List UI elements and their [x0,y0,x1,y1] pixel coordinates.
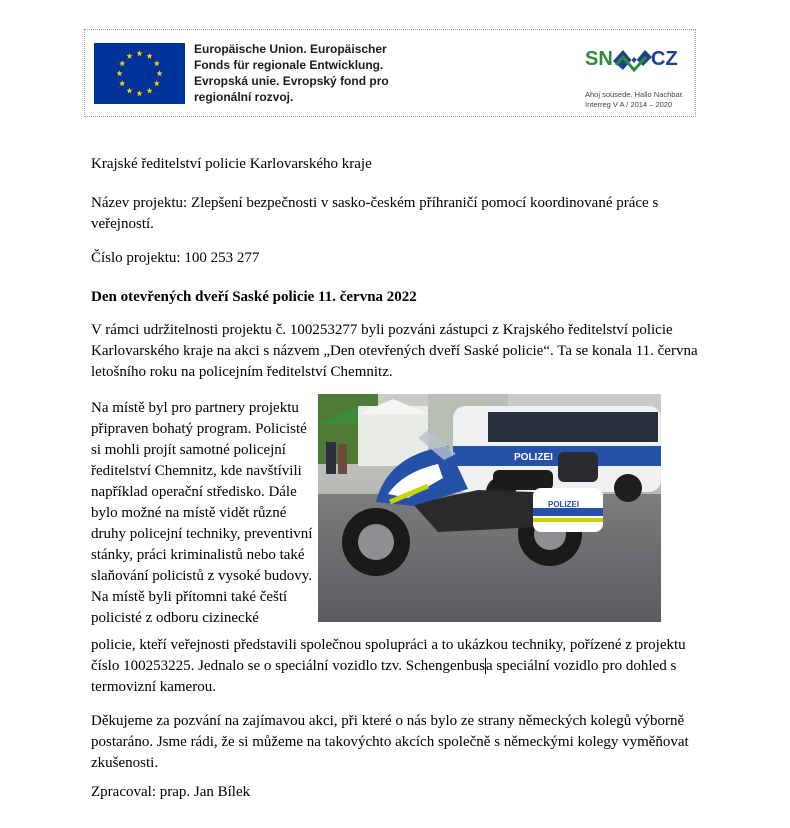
body-paragraph-wide [91,635,701,698]
body-text-after-cursor: a speciální vozidlo pro dohled s termovizní kamerou. [91,658,677,695]
logo-sn: SN [585,48,613,70]
event-title: Den otevřených dveří Saské policie 11. června 2022 [91,289,417,305]
sn-cz-logo-mark [583,39,683,83]
bike-polizei-label: POLIZEI [548,500,580,509]
organization-line: Krajské ředitelství policie Karlovarského kraje [91,156,372,172]
logo-tagline: Ahoj sousede. Hallo Nachbar. [585,90,684,99]
project-number: Číslo projektu: 100 253 277 [91,250,260,266]
interreg-sn-cz-logo [583,39,693,111]
body-text-before-cursor: policie, kteří veřejnosti představili společnou spolupráci a to ukázkou techniky, pořízené z projektu číslo 100253225. Jednalo se o speciální vozidlo tzv. Schengenbus [91,637,686,674]
header-logos [84,29,696,117]
intro-paragraph: V rámci udržitelnosti projektu č. 100253277 byli pozváni zástupci z Krajského ředitelství policie Karlovarského kraje na akci s názvem „Den otevřených dveří Saské policie“. Ta se konala 11. června letošního roku na policejním ředitelství Chemnitz. [91,322,698,380]
project-name: Název projektu: Zlepšení bezpečnosti v sasko-českém příhraničí pomocí koordinované práce s veřejností. [91,195,659,232]
eu-fund-text: Europäische Union. Europäischer Fonds für regionale Entwicklung. Evropská unie. Evropský fond pro regionální rozvoj. [194,42,389,104]
van-polizei-label: POLIZEI [514,452,553,463]
eu-flag-icon [94,43,185,104]
author-line: Zpracoval: prap. Jan Bílek [91,784,251,800]
police-motorcycle-photo [318,394,661,622]
thanks-paragraph: Děkujeme za pozvání na zajímavou akci, při které o nás bylo ze strany německých kolegů výborně postaráno. Jsme rádi, že si můžeme na takovýchto akcích společně s německými kolegy vyměňovat zkušenosti. [91,713,689,771]
body-paragraph-left: Na místě byl pro partnery projektu připraven bohatý program. Policisté si mohli projít samotné policejní ředitelství Chemnitz, kde navštívili například operační středisko. Dále bylo možné na místě vidět různé druhy policejní techniky, preventivní stánky, práci kriminalistů nebo také slaňování policistů z vysoké budovy. Na místě byli přítomni také čeští policisté z odboru cizinecké [91,400,313,626]
logo-cz: CZ [651,48,678,70]
logo-program: Interreg V A / 2014 – 2020 [585,100,673,109]
